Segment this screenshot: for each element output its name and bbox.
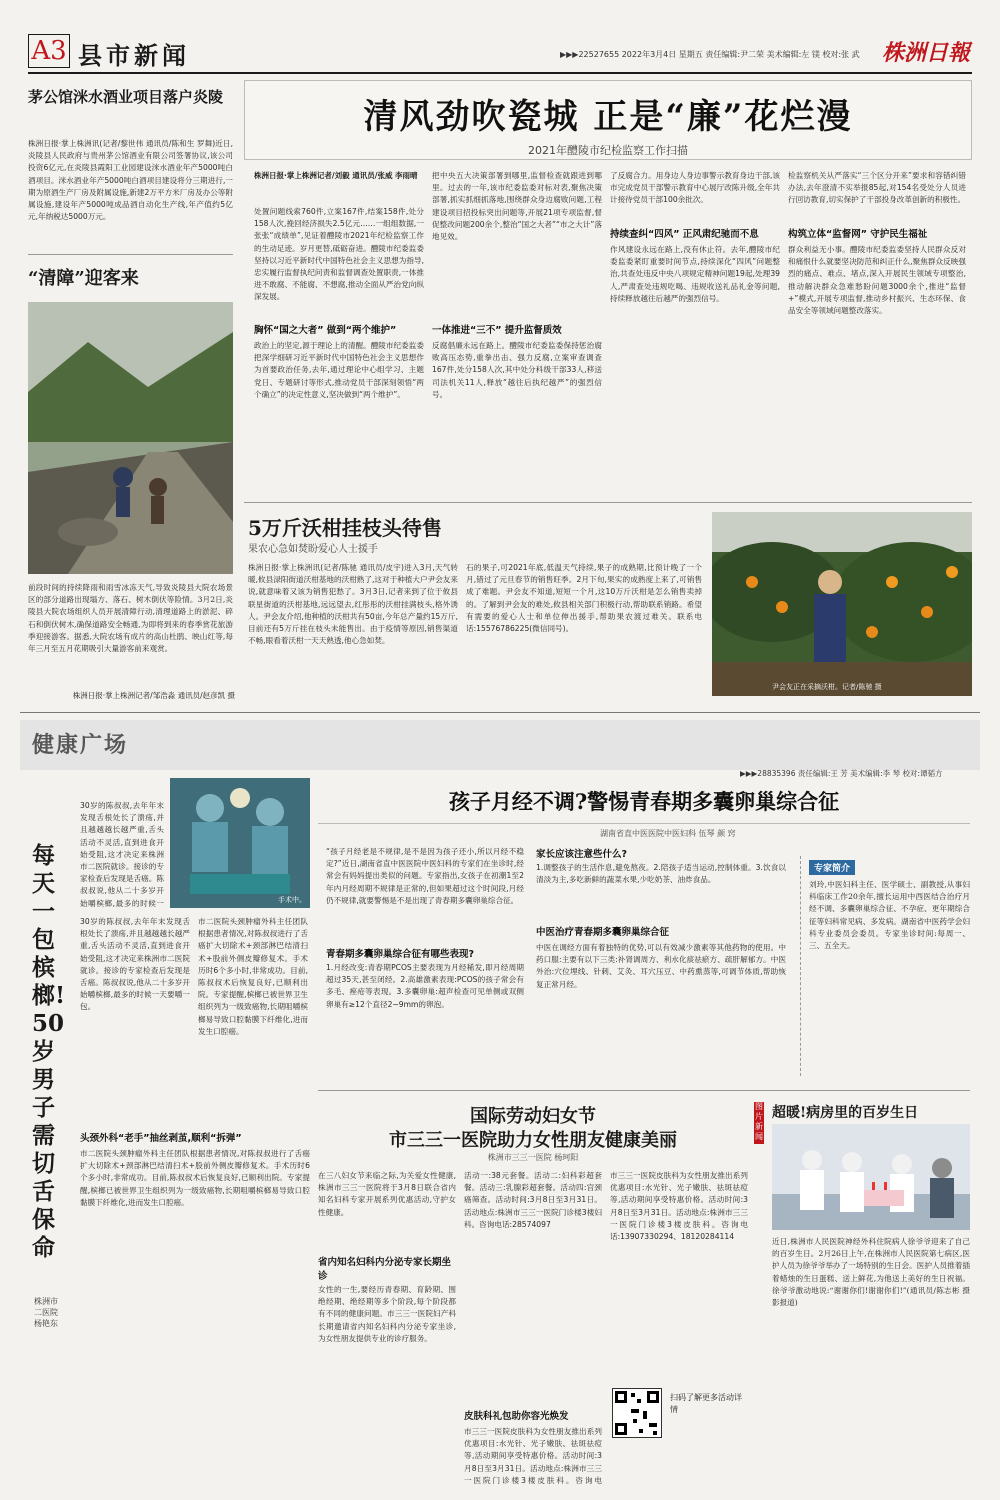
betel-byline: 株洲市二医院 杨艳东 — [34, 1297, 58, 1328]
road-clearing-photo — [28, 302, 233, 574]
women-byline: 株洲市三三一医院 杨珂阳 — [487, 1153, 579, 1162]
women-title-l2: 市三三一医院助力女性朋友健康美丽 — [389, 1130, 677, 1151]
orange-body: 株洲日报·掌上株洲讯(记者/陈驰 通讯员/皮宇)进入3月,天气转暖,攸县渌阳街道沃柑基地的沃柑熟了,这对于种植大户尹会友来说,就意味着又该为销售犯愁了。3月3日,记者来到了位于攸县联星街道的沃柑基地,远远望去,红彤彤的沃柑挂满枝头,格外诱人。尹会友介绍,他种植的沃柑共有50亩,今年总产量约15万斤,目前还有5万斤挂在枝头未能售出。由于疫情等原因,销售渠道不畅,眼看着沃柑一天天熟透,他心急如焚。 — [248, 563, 458, 646]
orange-title: 5万斤沃柑挂枝头待售 — [248, 516, 442, 540]
pcos-head — [318, 786, 970, 824]
feature-col2-subhead: 一体推进“三不” 提升监督质效 — [432, 325, 562, 336]
health-banner — [20, 720, 980, 770]
feature-head — [244, 80, 972, 160]
pcos-q2: 家长应该注意些什么? — [536, 849, 628, 860]
qr-caption: 扫码了解更多活动详情 — [670, 1393, 742, 1414]
feature-col4: 检监察机关从严落实“三个区分开来”要求和容错纠错办法,去年澄清不实举报85起,对154名受处分人员进行回访教育,切实保护了干部投身改革创新的积极性。 — [788, 171, 966, 205]
pcos-q3-body: 中医在调经方面有着独特的优势,可以有效减少激素等其他药物的使用。中药口服:主要有以下三类:补肾调周方、利水化痰祛瘀方、疏肝解郁方。中医外治:穴位埋线、针刺、艾灸、耳穴压豆、中药熏蒸等,可调节体质,帮助恢复正常月经。 — [536, 943, 786, 989]
betel-body2-cont: 市二医院头颈肿瘤外科主任团队根据患者情况,对陈叔叔进行了舌癌扩大切除术+颈部淋巴结清扫术+股前外侧皮瓣修复术。手术历时6个多小时,非常成功。目前,陈叔叔术后恢复良好,已顺利出院。专家提醒,槟榔已被世界卫生组织列为一级致癌物,长期咀嚼槟榔易导致口腔黏膜下纤维化,进而发生口腔癌。 — [80, 1149, 310, 1207]
feature-col2b: 反腐倡廉永远在路上。醴陵市纪委监委保持惩治腐败高压态势,重拳出击、强力反腐,立案审查调查167件,处分158人次,其中处分科级干部33人,移送司法机关11人,释放“越往后执纪越严”的强烈信号。 — [432, 341, 602, 399]
expert-body: 刘玲,中医妇科主任、医学硕士、副教授,从事妇科临床工作20余年,擅长运用中西医结合治疗月经不调、多囊卵巢综合征、不孕症、更年期综合征等妇科常见病、多发病。湖南省中医药学会妇科专业委员会委员。专家坐诊时间:每周一、三、五全天。 — [809, 880, 970, 951]
feature-subtitle: 2021年醴陵市纪检监察工作扫描 — [528, 144, 688, 157]
feature-title: 清风劲吹瓷城 正是“廉”花烂漫 — [363, 97, 853, 137]
expert-box — [800, 856, 970, 1076]
section-title: 县市新闻 — [78, 41, 190, 70]
betel-body-col1: 30岁的陈叔叔,去年年末发现舌根处长了溃疡,并且越越越长越严重,舌头活动不灵活,直到进食开始受阻,这才决定来株洲市二医院就诊。接诊的专家检查后发现是舌癌。陈叔叔说,他从二十多岁开始嚼槟榔,最多的时候一天要嚼一包。 — [80, 917, 190, 1012]
women-title-l1: 国际劳动妇女节 — [470, 1106, 596, 1127]
feature-col4-subhead: 构筑立体“监督网” 守护民生福祉 — [788, 229, 928, 240]
story2-title: “清障”迎客来 — [28, 268, 139, 289]
health-section-title: 健康广场 — [32, 732, 129, 758]
birthday-body: 近日,株洲市人民医院神经外科住院病人徐爷爷迎来了自己的百岁生日。2月26日上午,在株洲市人民医院第七病区,医护人员为徐爷爷举办了一场特别的生日会。医护人员推着插着蜡烛的生日蛋糕、送上鲜花,为他送上美好的生日祝福。徐爷爷激动地说:“谢谢你们!谢谢你们!”(通讯员/陈志彬 摄影报道) — [772, 1237, 970, 1308]
feature-col3b: 作风建设永远在路上,没有休止符。去年,醴陵市纪委监委紧盯重要时间节点,持续深化“四风”问题整治,共查处违反中央八项规定精神问题19起,处理39人,严肃查处违规吃喝、违规收送礼品礼金等问题,持续释放越往后越严的强烈信号。 — [610, 245, 780, 303]
divider — [318, 1090, 970, 1091]
birthday-title: 超暖!病房里的百岁生日 — [772, 1105, 919, 1121]
women-body4: 市三三一医院皮肤科为女性朋友推出系列优惠项目:水光针、光子嫩肤、祛斑祛痘等,活动期间享受特惠价格。活动时间:3月8日至3月31日。活动地点:株洲市三三一医院门诊楼3楼皮肤科。咨询电 — [464, 1427, 602, 1485]
pcos-title: 孩子月经不调?警惕青春期多囊卵巢综合征 — [448, 789, 840, 814]
qr-code[interactable] — [612, 1388, 662, 1438]
feature-col4b: 群众利益无小事。醴陵市纪委监委坚持人民群众反对和痛恨什么就要坚决防范和纠正什么,聚焦群众反映强烈的痛点、难点、堵点,深入开展民生领域专项整治,推动解决群众急难愁盼问题3000余个,推进“监督+”模式,开展专项监督,推动乡村振兴、生态环保、食品安全等领域问题整改落实。 — [788, 245, 966, 316]
pcos-q3: 中医治疗青春期多囊卵巢综合征 — [536, 927, 670, 938]
pcos-byline: 湖南省直中医医院中医妇科 伍琴 颜 窍 — [600, 829, 736, 838]
orange-photo — [712, 512, 972, 696]
photo-news-tag: 图片新闻 — [754, 1102, 764, 1144]
feature-col1b: 政治上的坚定,源于理论上的清醒。醴陵市纪委监委把深学细研习近平新时代中国特色社会主义思想作为首要政治任务,去年,通过理论中心组学习、主题党日、专题研讨等形式,推动党员干部深刻领悟“两个确立”的决定性意义,坚决做到“两个维护”。 — [254, 341, 424, 399]
feature-byline: 株洲日报·掌上株洲记者/刘毅 通讯员/张威 李雨晴 — [254, 171, 418, 180]
pcos-q1: 青春期多囊卵巢综合征有哪些表现? — [326, 949, 475, 960]
women-subhead1: 省内知名妇科内分泌专家长期坐诊 — [318, 1257, 452, 1282]
betel-body: 30岁的陈叔叔,去年年末发现舌根处长了溃疡,并且越越越长越严重,舌头活动不灵活,直到进食开始受阻,这才决定来株洲市二医院就诊。接诊的专家检查后发现是舌癌。陈叔叔说,他从二十多岁开始嚼槟榔,最多的时候一 — [80, 801, 164, 908]
women-body3: 活动一:38元套餐。活动二:妇科彩超套餐。活动三:乳腺彩超套餐。活动四:宫颈癌筛查。活动时间:3月8日至3月31日。活动地点:株洲市三三一医院门诊楼3楼妇科。咨询电话:28574097 — [464, 1171, 602, 1229]
expert-label: 专家简介 — [809, 860, 855, 875]
header-meta: ▶▶▶22527655 2022年3月4日 星期五 责任编辑:尹二荣 美术编辑:左 镁 校对:张 武 — [560, 50, 860, 59]
surgery-photo — [170, 778, 310, 908]
women-body4-cont: 市三三一医院皮肤科为女性朋友推出系列优惠项目:水光针、光子嫩肤、祛斑祛痘等,活动期间享受特惠价格。活动时间:3月8日至3月31日。活动地点:株洲市三三一医院门诊楼3楼皮肤科。咨询电话:13907330294、18120284114 — [610, 1171, 748, 1242]
orange-caption: 尹会友正在采摘沃柑。记者/陈驰 摄 — [772, 683, 882, 691]
story1-body: 株洲日报·掌上株洲讯(记者/黎世伟 通讯员/陈和生 罗舞)近日,炎陵县人民政府与贵州茅公馆酒业有限公司签署协议,该公司投资6亿元,在炎陵县霞阳工业园建设洣水酒业年产5000吨白酒项目。洣水酒业年产5000吨白酒项目建设将分三期进行,一期为原酒生产厂房及附属设施,新建2万平方米厂房及办公等附属设施,建设年产5000吨成品酒自动化生产线,年产值约5亿元,年纳税达5000万元。 — [28, 139, 233, 222]
section-number: A3 — [28, 34, 70, 68]
betel-title: 每天一包槟榔!50岁男子需切舌保命 — [32, 842, 66, 1261]
betel-body2: 市二医院头颈肿瘤外科主任团队根据患者情况,对陈叔叔进行了舌癌扩大切除术+颈部淋巴结清扫术+股前外侧皮瓣修复术。手术历时6个多小时,非常成功。目前,陈叔叔术后恢复良好,已顺利出院。专家提醒,槟榔已被世界卫生组织列为一级致癌物,长期咀嚼槟榔易导致口腔黏膜下纤维化,进而发生口腔癌。 — [198, 917, 308, 1036]
newspaper-logo: 株洲日報 — [881, 40, 970, 66]
divider — [28, 254, 233, 255]
birthday-photo — [772, 1124, 970, 1230]
surgery-caption: 手术中。 — [278, 896, 306, 904]
feature-col3: 了反腐合力。用身边人身边事警示教育身边干部,该市完成党员干部警示教育中心展厅改陈升级,全年共计接待党员干部100余批次。 — [610, 171, 780, 205]
orange-body2: 石的果子,可2021年底,低温天气持续,果子的成熟期,比预计晚了一个月,错过了元旦春节的销售旺季。2月下旬,果实的成熟度上来了,可销售成了难题。尹会友不知道,短短一个月,这10万斤沃柑是怎么销售卖掉的。了解到尹会友的难处,攸县相关部门积极行动,帮助联系销路。希望有需要的爱心人士和单位伸出援手,帮助果农渡过难关。联系电话:15576786225(微信同号)。 — [466, 563, 702, 634]
feature-col2: 把中央五大决策部署到哪里,监督检查就跟进到哪里。过去的一年,该市纪委监委对标对表,聚焦决策部署,抓实抓细抓落地,围绕群众身边腐败问题,工程建设项目招投标突出问题等,开展21项专项监督,督促整改问题200余个,整治“国之大者”“市之大计”落地见效。 — [432, 171, 602, 242]
women-subhead2: 皮肤科礼包助你容光焕发 — [464, 1411, 569, 1422]
feature-col1: 处置问题线索760件,立案167件,结案158件,处分158人次,挽回经济损失2.5亿元……一组组数据,一张张“成绩单”,见证着醴陵市2021年纪检监察工作的生动足迹。岁月更替,砥砺奋进。醴陵市纪委监委坚持以习近平新时代中国特色社会主义思想为指导,忠实履行监督执纪问责和监督调查处置职责,一体推进不敢腐、不能腐、不想腐,推动全面从严治党向纵深发展。 — [254, 207, 424, 302]
betel-subhead: 头颈外科“老手”抽丝剥茧,顺利“拆弹” — [80, 1133, 242, 1144]
story1-title: 茅公馆洣水酒业项目落户炎陵 — [28, 88, 224, 106]
divider — [20, 712, 980, 713]
pcos-intro: “孩子月经老是不规律,是不是因为孩子还小,所以月经不稳定?”近日,湖南省直中医医院中医妇科的专家们在坐诊时,经常会有妈妈提出类似的问题。专家指出,女孩子在初潮1至2年内月经周期不规律是正常的,但如果超过这个时间段,月经仍不规律,就要警惕是不是出现了青春期多囊卵巢综合征。 — [326, 847, 524, 905]
health-meta: ▶▶▶28835396 责任编辑:王 芳 美术编辑:李 琴 校对:谭韬方 — [740, 769, 943, 778]
feature-col3-subhead: 持续查纠“四风” 正风肃纪驰而不息 — [610, 229, 759, 240]
pcos-q1-body: 1.月经改变:青春期PCOS主要表现为月经稀发,即月经周期超过35天,甚至闭经。2.高雄激素表现:PCOS的孩子常会有多毛、痤疮等表现。3.多囊卵巢:超声检查可见单侧或双侧卵巢有≥12个直径2~9mm的卵泡。 — [326, 963, 524, 1009]
women-body2: 女性的一生,要经历青春期、育龄期、围绝经期、绝经期等多个阶段,每个阶段都有不同的健康问题。市三三一医院妇产科长期邀请省内知名妇科内分泌专家坐诊,为女性朋友提供专业的诊疗服务。 — [318, 1285, 456, 1343]
orange-subtitle: 果农心急如焚盼爱心人士援手 — [248, 544, 378, 555]
women-body: 在三八妇女节来临之际,为关爱女性健康,株洲市三三一医院将于3月8日联合省内知名妇科专家开展系列优惠活动,守护女性健康。 — [318, 1171, 456, 1217]
divider — [244, 502, 972, 503]
header-rule — [28, 72, 972, 74]
story2-caption: 前段时间的持续降雨和雨雪冰冻天气,导致炎陵县大院农场景区的部分道路出现塌方、落石、树木倒伏等险情。3月2日,炎陵县大院农场组织人员开展清障行动,清理道路上的淤泥、碎石和倒伏树木,确保道路安全畅通,为即将到来的春季赏花旅游季迎接游客。据悉,大院农场有成片的高山杜鹃、映山红等,每年三月至五月花期吸引大量游客前来观赏。 — [28, 583, 233, 654]
pcos-q2-body: 1.调整孩子的生活作息,避免熬夜。2.陪孩子适当运动,控制体重。3.饮食以清淡为主,多吃新鲜的蔬菜水果,少吃奶茶、油炸食品。 — [536, 863, 786, 885]
feature-col1-subhead: 胸怀“国之大者” 做到“两个维护” — [254, 325, 397, 336]
story2-credit: 株洲日报·掌上株洲记者/邹浩淼 通讯员/赵彦凯 摄 — [72, 691, 235, 700]
